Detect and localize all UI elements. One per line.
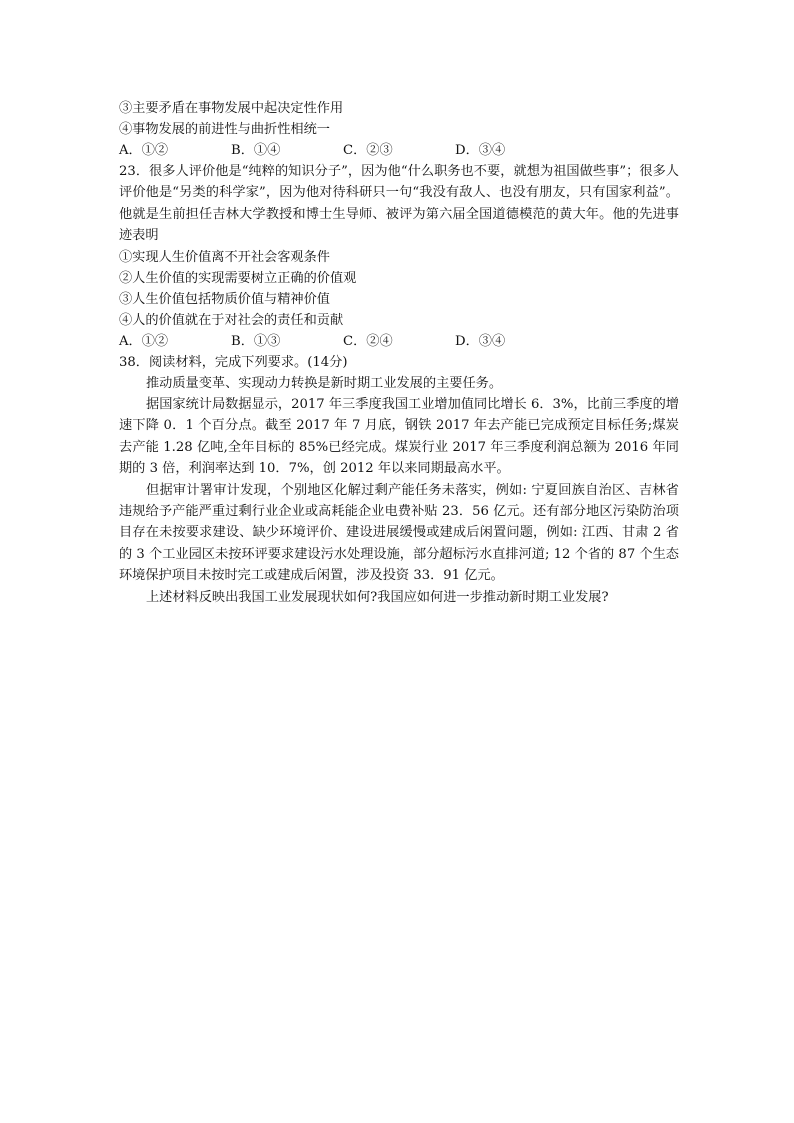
q22-statement-3: ③主要矛盾在事物发展中起决定性作用 [119,101,344,116]
q38-paragraph-1: 推动质量变革、实现动力转换是新时期工业发展的主要任务。 [146,375,503,391]
q23-options [119,331,679,352]
q38-paragraph-2: 据国家统计局数据显示，2017 年三季度我国工业增加值同比增长 6．3%，比前三季度的增速下降 0．1 个百分点。截至 2017 年 7 月底，钢铁 2017 年去产能已完成预定目标任务;煤炭去产能 1.28 亿吨,全年目标的 85%已经完成。煤炭行业 2017 年三季度利润总额为 2016 年同期的 3 倍，利润率达到 10．7%，创 2012 年以来同期最高水平。 [119,397,679,477]
q23-option-a: A．①② [119,333,169,349]
q38-question: 上述材料反映出我国工业发展现状如何?我国应如何进一步推动新时期工业发展? [146,589,609,605]
q38-header: 38．阅读材料，完成下列要求。(14分) [119,354,348,370]
document-content [119,98,679,608]
q23-statement-2: ②人生价值的实现需要树立正确的价值观 [119,270,357,286]
q23-option-d: D．③④ [455,333,506,349]
q22-option-a: A．①② [119,143,169,158]
q22-option-d: D．③④ [455,143,506,158]
q23-statement-3: ③人生价值包括物质价值与精神价值 [119,291,330,307]
q23-statement-1: ①实现人生价值离不开社会客观条件 [119,249,330,265]
q23-option-c: C．②④ [343,333,393,349]
q23-stem: 23．很多人评价他是“纯粹的知识分子”，因为他“什么职务也不要，就想为祖国做些事”；很多人评价他是“另类的科学家”，因为他对待科研只一句“我没有敌人、也没有朋友，只有国家利益”。他就是生前担任吉林大学教授和博士生导师、被评为第六届全国道德模范的黄大年。他的先进事迹表明 [119,164,679,244]
q22-statement-4: ④事物发展的前进性与曲折性相统一 [119,122,330,137]
q22-option-b: B．①④ [231,143,281,158]
q22-option-c: C．②③ [343,143,393,158]
q38-paragraph-3: 但据审计署审计发现，个别地区化解过剩产能任务未落实，例如: 宁夏回族自治区、吉林省违规给予产能严重过剩行业企业或高耗能企业电费补贴 23．56 亿元。还有部分地区污染防治项目存在未按要求建设、缺少环境评价、建设进展缓慢或建成后闲置问题，例如: 江西、甘肃 2 省的 3 个工业园区未按环评要求建设污水处理设施，部分超标污水直排河道; 12 个省的 87 个生态环境保护项目未按时完工或建成后闲置，涉及投资 33．91 亿元。 [119,482,679,584]
q22-options [119,140,679,161]
q23-option-b: B．①③ [231,333,281,349]
q23-statement-4: ④人的价值就在于对社会的责任和贡献 [119,312,344,328]
